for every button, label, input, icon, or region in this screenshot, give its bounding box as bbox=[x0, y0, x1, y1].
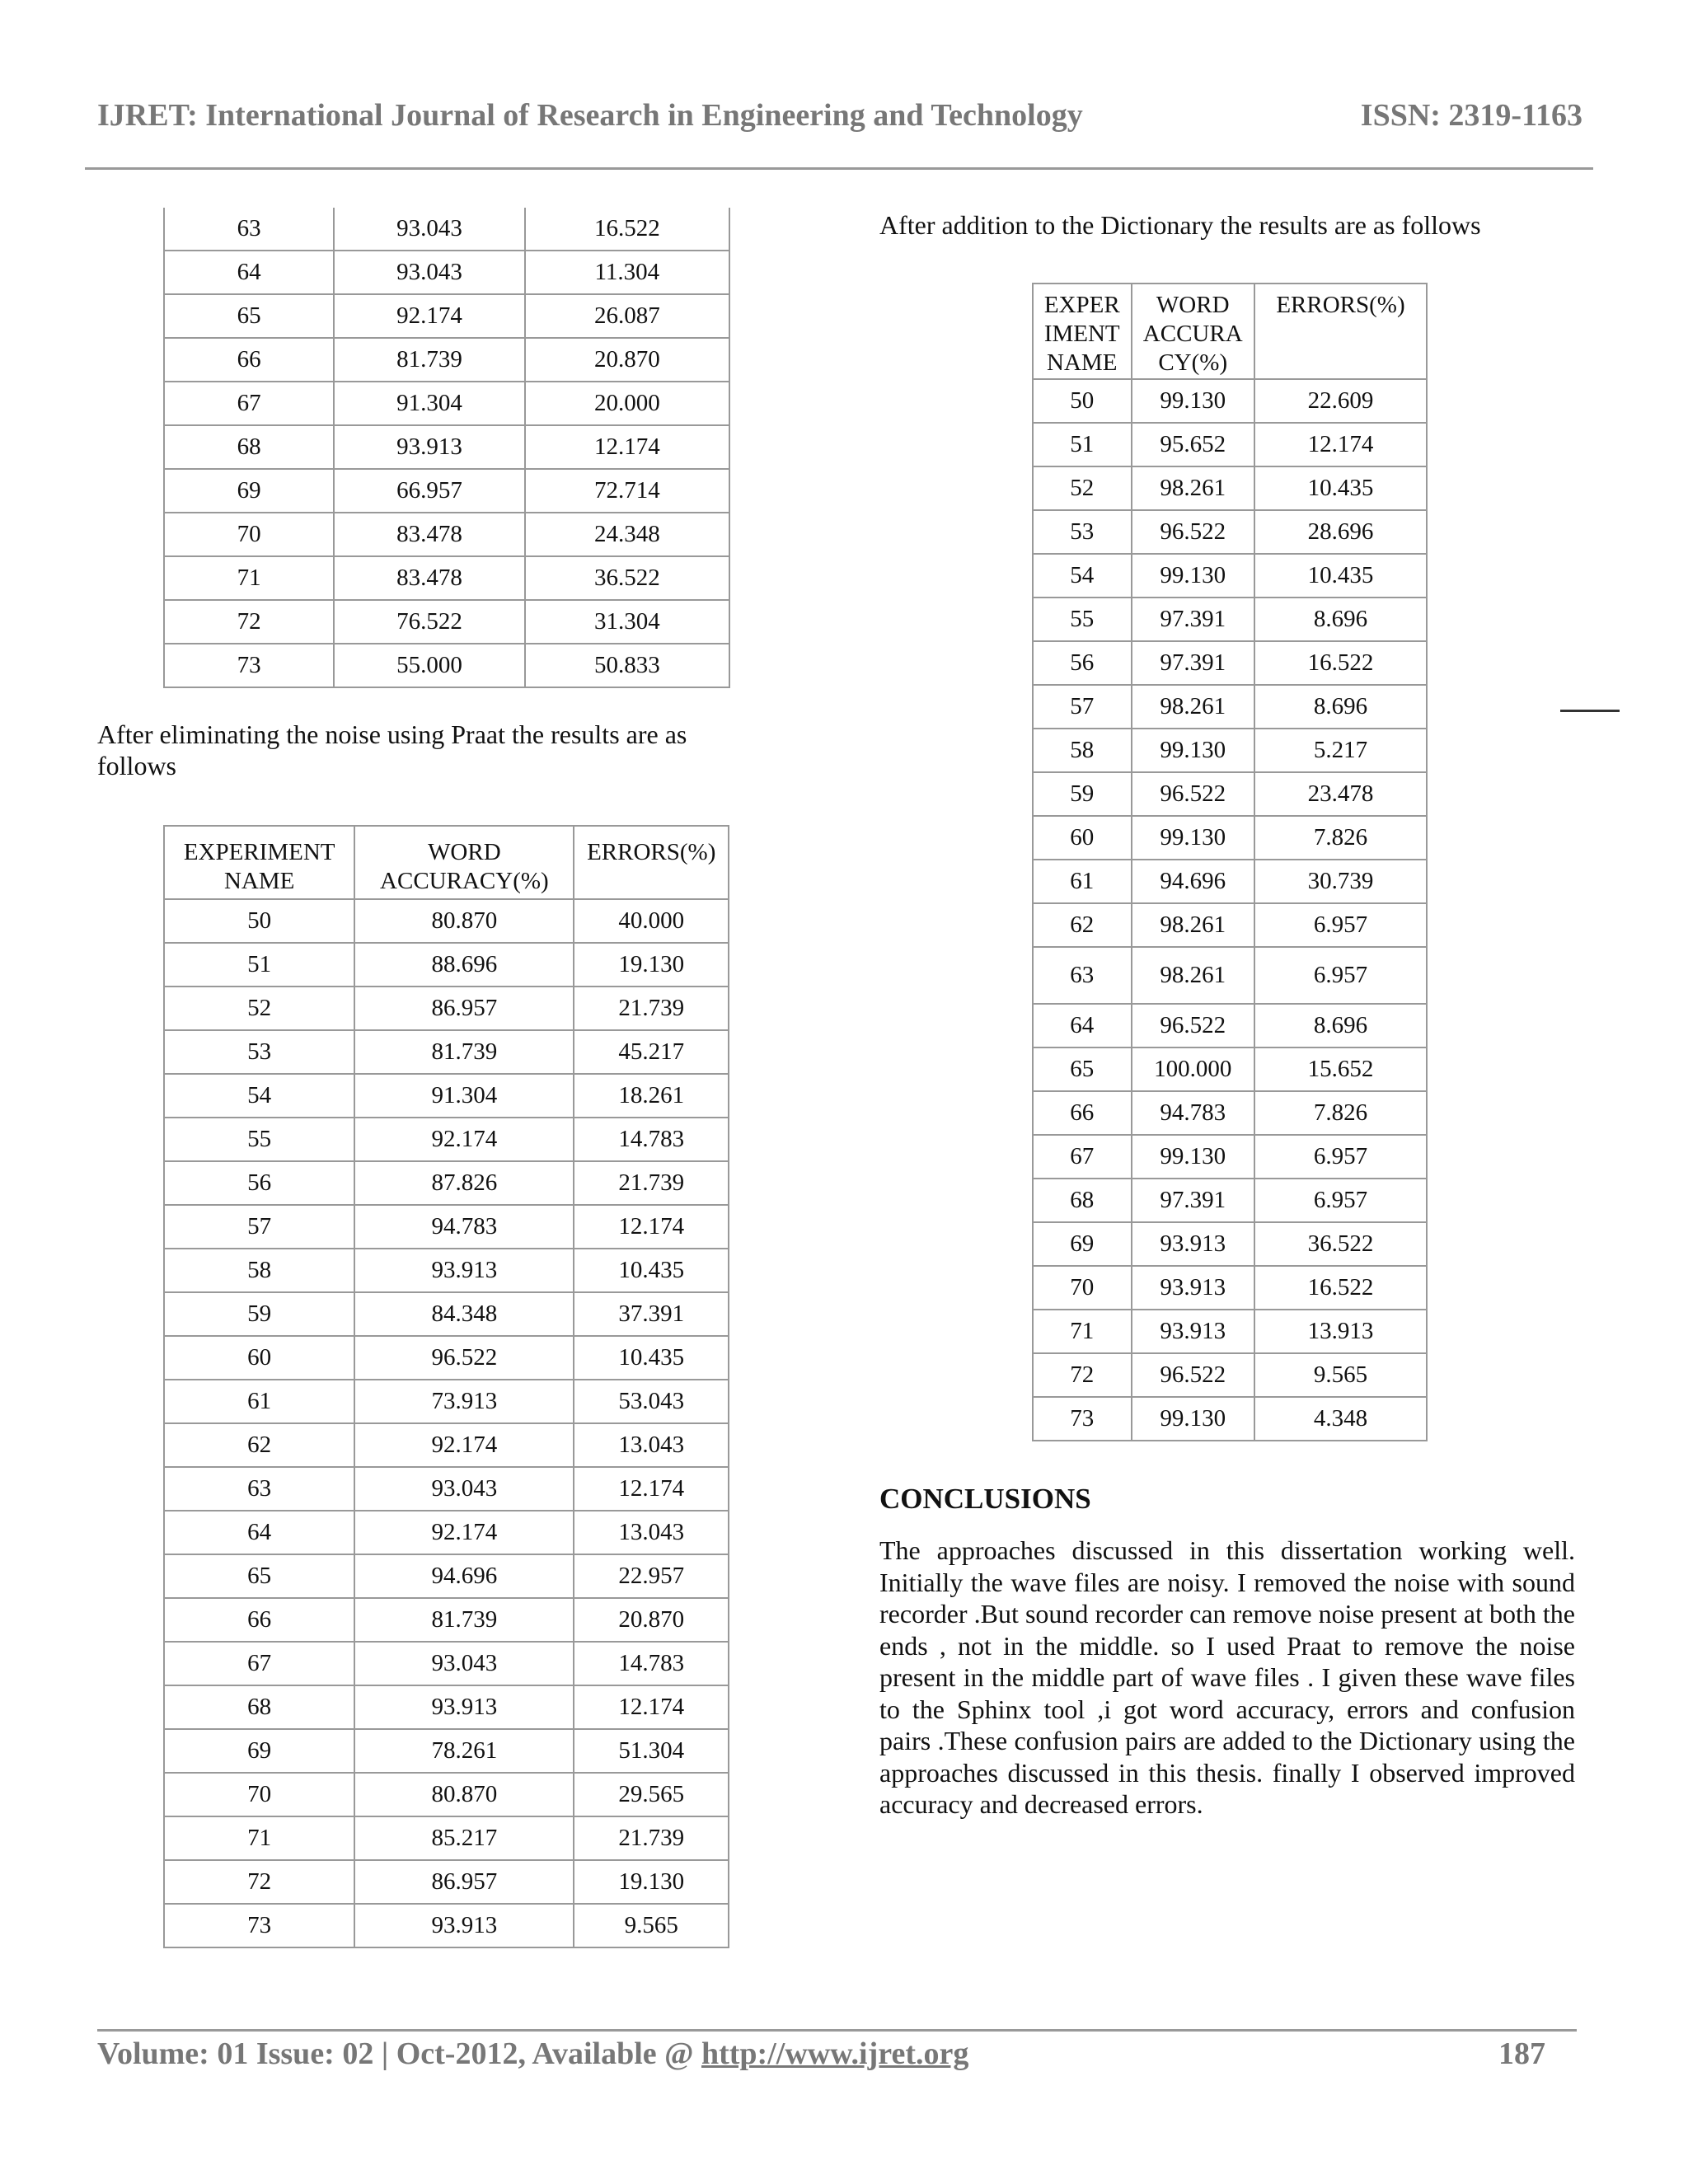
table-row bbox=[164, 600, 729, 644]
table-row bbox=[164, 1467, 729, 1511]
table-row bbox=[1033, 1179, 1427, 1222]
column-header-errors: ERRORS(%) bbox=[1254, 284, 1427, 379]
table-cell: 66.957 bbox=[334, 469, 524, 513]
table-cell: 12.174 bbox=[574, 1685, 729, 1729]
table-cell: 97.391 bbox=[1132, 641, 1254, 685]
table-row bbox=[164, 1642, 729, 1685]
table-row bbox=[164, 943, 729, 987]
table-row bbox=[164, 1118, 729, 1161]
table-cell: 94.696 bbox=[354, 1554, 574, 1598]
table-cell: 59 bbox=[164, 1292, 354, 1336]
table-row bbox=[1033, 729, 1427, 772]
table-cell: 96.522 bbox=[354, 1336, 574, 1380]
table-row bbox=[164, 469, 729, 513]
table-cell: 93.913 bbox=[354, 1685, 574, 1729]
table-cell: 36.522 bbox=[525, 556, 729, 600]
table-cell: 15.652 bbox=[1254, 1047, 1427, 1091]
table-cell: 29.565 bbox=[574, 1773, 729, 1816]
table-cell: 53.043 bbox=[574, 1380, 729, 1423]
table-cell: 24.348 bbox=[525, 513, 729, 556]
table-cell: 85.217 bbox=[354, 1816, 574, 1860]
dictionary-results-table bbox=[1032, 283, 1428, 1441]
table-cell: 7.826 bbox=[1254, 1091, 1427, 1135]
table-cell: 62 bbox=[1033, 903, 1132, 947]
table-cell: 54 bbox=[164, 1074, 354, 1118]
table-cell: 94.783 bbox=[1132, 1091, 1254, 1135]
table-row bbox=[164, 1554, 729, 1598]
table-cell: 69 bbox=[1033, 1222, 1132, 1266]
praat-intro: After eliminating the noise using Praat the results are as follows bbox=[97, 719, 687, 780]
table-cell: 13.043 bbox=[574, 1423, 729, 1467]
table-cell: 22.957 bbox=[574, 1554, 729, 1598]
table-row bbox=[164, 1380, 729, 1423]
table-cell: 73 bbox=[164, 1904, 354, 1947]
table-cell: 16.522 bbox=[1254, 641, 1427, 685]
table-cell: 10.435 bbox=[1254, 466, 1427, 510]
table-cell: 5.217 bbox=[1254, 729, 1427, 772]
table-cell: 81.739 bbox=[334, 338, 524, 382]
table-cell: 88.696 bbox=[354, 943, 574, 987]
table-row bbox=[1033, 1004, 1427, 1047]
table-row bbox=[1033, 1310, 1427, 1353]
table-row bbox=[164, 208, 729, 251]
table-row bbox=[1033, 772, 1427, 816]
table-cell: 70 bbox=[1033, 1266, 1132, 1310]
table-cell: 83.478 bbox=[334, 513, 524, 556]
table-cell: 98.261 bbox=[1132, 466, 1254, 510]
table-row bbox=[164, 1030, 729, 1074]
table-cell: 9.565 bbox=[574, 1904, 729, 1947]
table-cell: 45.217 bbox=[574, 1030, 729, 1074]
table-cell: 57 bbox=[164, 1205, 354, 1249]
table-row bbox=[1033, 816, 1427, 860]
table-cell: 16.522 bbox=[525, 208, 729, 251]
table-row bbox=[1033, 1135, 1427, 1179]
table-cell: 58 bbox=[164, 1249, 354, 1292]
table-cell: 92.174 bbox=[334, 294, 524, 338]
table-cell: 61 bbox=[1033, 860, 1132, 903]
table-cell: 97.391 bbox=[1132, 598, 1254, 641]
table-cell: 59 bbox=[1033, 772, 1132, 816]
table-cell: 67 bbox=[164, 1642, 354, 1685]
table-cell: 65 bbox=[1033, 1047, 1132, 1091]
table-cell: 8.696 bbox=[1254, 598, 1427, 641]
table-cell: 20.000 bbox=[525, 382, 729, 425]
journal-title: IJRET: International Journal of Research in Engineering and Technology bbox=[97, 98, 1083, 133]
column-header-experiment: EXPER IMENT NAME bbox=[1033, 284, 1132, 379]
header-divider bbox=[85, 167, 1593, 170]
table-row bbox=[164, 338, 729, 382]
table-row bbox=[1033, 1047, 1427, 1091]
table-cell: 72 bbox=[164, 600, 334, 644]
table-cell: 93.913 bbox=[1132, 1222, 1254, 1266]
dictionary-intro: After addition to the Dictionary the results are as follows bbox=[879, 210, 1481, 240]
table-row bbox=[164, 1773, 729, 1816]
table-cell: 93.913 bbox=[334, 425, 524, 469]
table-cell: 50.833 bbox=[525, 644, 729, 687]
table-cell: 9.565 bbox=[1254, 1353, 1427, 1397]
table-cell: 78.261 bbox=[354, 1729, 574, 1773]
table-cell: 98.261 bbox=[1132, 903, 1254, 947]
table-cell: 92.174 bbox=[354, 1118, 574, 1161]
table-row bbox=[1033, 423, 1427, 466]
table-cell: 86.957 bbox=[354, 1860, 574, 1904]
table-cell: 81.739 bbox=[354, 1598, 574, 1642]
table-cell: 30.739 bbox=[1254, 860, 1427, 903]
table-cell: 56 bbox=[164, 1161, 354, 1205]
table-cell: 99.130 bbox=[1132, 379, 1254, 423]
table-row bbox=[164, 1292, 729, 1336]
table-cell: 69 bbox=[164, 1729, 354, 1773]
table-cell: 63 bbox=[164, 208, 334, 251]
table-cell: 51 bbox=[164, 943, 354, 987]
table-row bbox=[164, 644, 729, 687]
table-cell: 40.000 bbox=[574, 899, 729, 943]
table-cell: 96.522 bbox=[1132, 510, 1254, 554]
table-row bbox=[1033, 641, 1427, 685]
column-header-errors: ERRORS(%) bbox=[574, 826, 729, 899]
table-row bbox=[164, 1860, 729, 1904]
table-row bbox=[1033, 1397, 1427, 1441]
table-cell: 71 bbox=[1033, 1310, 1132, 1353]
table-row bbox=[1033, 598, 1427, 641]
table-cell: 50 bbox=[164, 899, 354, 943]
table-cell: 68 bbox=[164, 425, 334, 469]
table-cell: 72 bbox=[1033, 1353, 1132, 1397]
table-cell: 51.304 bbox=[574, 1729, 729, 1773]
results-table-continued bbox=[163, 208, 730, 688]
table-cell: 95.652 bbox=[1132, 423, 1254, 466]
table-row bbox=[164, 425, 729, 469]
table-cell: 91.304 bbox=[354, 1074, 574, 1118]
table-cell: 73.913 bbox=[354, 1380, 574, 1423]
table-row bbox=[164, 1336, 729, 1380]
table-row bbox=[164, 294, 729, 338]
table-cell: 10.435 bbox=[574, 1249, 729, 1292]
table-cell: 28.696 bbox=[1254, 510, 1427, 554]
table-row bbox=[164, 1904, 729, 1947]
table-cell: 52 bbox=[164, 987, 354, 1030]
table-cell: 10.435 bbox=[1254, 554, 1427, 598]
column-header-word-accuracy: WORD ACCURACY(%) bbox=[354, 826, 574, 899]
table-cell: 68 bbox=[164, 1685, 354, 1729]
table-row bbox=[164, 1511, 729, 1554]
table-row bbox=[164, 1598, 729, 1642]
table-cell: 64 bbox=[164, 251, 334, 294]
table-cell: 63 bbox=[1033, 947, 1132, 1004]
table-cell: 93.043 bbox=[334, 208, 524, 251]
table-cell: 83.478 bbox=[334, 556, 524, 600]
table-cell: 6.957 bbox=[1254, 903, 1427, 947]
table-cell: 18.261 bbox=[574, 1074, 729, 1118]
page-number: 187 bbox=[1498, 2036, 1545, 2071]
table-cell: 31.304 bbox=[525, 600, 729, 644]
table-row bbox=[164, 1816, 729, 1860]
table-cell: 99.130 bbox=[1132, 1397, 1254, 1441]
table-row bbox=[1033, 554, 1427, 598]
table-cell: 71 bbox=[164, 1816, 354, 1860]
table-cell: 55.000 bbox=[334, 644, 524, 687]
table-cell: 91.304 bbox=[334, 382, 524, 425]
table-cell: 8.696 bbox=[1254, 1004, 1427, 1047]
table-row bbox=[1033, 510, 1427, 554]
table-cell: 21.739 bbox=[574, 1161, 729, 1205]
table-cell: 84.348 bbox=[354, 1292, 574, 1336]
table-cell: 94.783 bbox=[354, 1205, 574, 1249]
table-cell: 93.913 bbox=[1132, 1310, 1254, 1353]
table-row bbox=[1033, 379, 1427, 423]
table-cell: 52 bbox=[1033, 466, 1132, 510]
table-cell: 96.522 bbox=[1132, 1353, 1254, 1397]
table-row bbox=[164, 1161, 729, 1205]
table-cell: 36.522 bbox=[1254, 1222, 1427, 1266]
table-cell: 60 bbox=[164, 1336, 354, 1380]
table-cell: 92.174 bbox=[354, 1511, 574, 1554]
table-cell: 66 bbox=[1033, 1091, 1132, 1135]
table-cell: 70 bbox=[164, 1773, 354, 1816]
table-cell: 11.304 bbox=[525, 251, 729, 294]
table-cell: 99.130 bbox=[1132, 1135, 1254, 1179]
table-cell: 69 bbox=[164, 469, 334, 513]
table-cell: 100.000 bbox=[1132, 1047, 1254, 1091]
footer-link[interactable]: http://www.ijret.org bbox=[701, 2036, 969, 2071]
table-row bbox=[1033, 1222, 1427, 1266]
conclusions-body: The approaches discussed in this dissertation working well. Initially the wave files are noisy. I removed the noise with sound recorder .But sound recorder can remove noise present at both the ends , not in the middle. so I used Praat to remove the noise present in the middle part of wave files . I given these wave files to the Sphinx tool ,i got word accuracy, errors and confusion pairs .These confusion pairs are added to the Dictionary using the approaches discussed in this thesis. finally I observed improved accuracy and decreased errors. bbox=[879, 1535, 1575, 1819]
table-cell: 20.870 bbox=[525, 338, 729, 382]
table-cell: 16.522 bbox=[1254, 1266, 1427, 1310]
table-row bbox=[164, 382, 729, 425]
table-row bbox=[164, 1249, 729, 1292]
table-row bbox=[164, 987, 729, 1030]
table-cell: 56 bbox=[1033, 641, 1132, 685]
table-cell: 55 bbox=[164, 1118, 354, 1161]
table-cell: 60 bbox=[1033, 816, 1132, 860]
table-cell: 50 bbox=[1033, 379, 1132, 423]
table-cell: 6.957 bbox=[1254, 947, 1427, 1004]
table-cell: 81.739 bbox=[354, 1030, 574, 1074]
table-cell: 68 bbox=[1033, 1179, 1132, 1222]
table-cell: 6.957 bbox=[1254, 1135, 1427, 1179]
table-cell: 96.522 bbox=[1132, 1004, 1254, 1047]
table-cell: 93.043 bbox=[334, 251, 524, 294]
table-cell: 22.609 bbox=[1254, 379, 1427, 423]
table-cell: 12.174 bbox=[1254, 423, 1427, 466]
table-cell: 53 bbox=[164, 1030, 354, 1074]
table-cell: 80.870 bbox=[354, 1773, 574, 1816]
issn: ISSN: 2319-1163 bbox=[1360, 98, 1582, 133]
table-cell: 12.174 bbox=[525, 425, 729, 469]
table-cell: 98.261 bbox=[1132, 947, 1254, 1004]
table-row bbox=[164, 513, 729, 556]
table-cell: 13.913 bbox=[1254, 1310, 1427, 1353]
table-cell: 73 bbox=[1033, 1397, 1132, 1441]
table-cell: 86.957 bbox=[354, 987, 574, 1030]
table-cell: 93.913 bbox=[354, 1904, 574, 1947]
table-row bbox=[164, 251, 729, 294]
table-cell: 65 bbox=[164, 1554, 354, 1598]
table-cell: 4.348 bbox=[1254, 1397, 1427, 1441]
table-cell: 94.696 bbox=[1132, 860, 1254, 903]
table-cell: 55 bbox=[1033, 598, 1132, 641]
column-header-word-accuracy: WORD ACCURA CY(%) bbox=[1132, 284, 1254, 379]
table-cell: 73 bbox=[164, 644, 334, 687]
table-cell: 93.043 bbox=[354, 1467, 574, 1511]
table-cell: 61 bbox=[164, 1380, 354, 1423]
table-cell: 53 bbox=[1033, 510, 1132, 554]
table-row bbox=[1033, 1091, 1427, 1135]
column-header-experiment: EXPERIMENT NAME bbox=[164, 826, 354, 899]
table-cell: 12.174 bbox=[574, 1467, 729, 1511]
table-cell: 19.130 bbox=[574, 943, 729, 987]
margin-mark bbox=[1560, 710, 1620, 712]
table-row bbox=[164, 1423, 729, 1467]
table-cell: 97.391 bbox=[1132, 1179, 1254, 1222]
footer-volume-text: Volume: 01 Issue: 02 | Oct-2012, Available @ bbox=[97, 2036, 701, 2071]
conclusions-heading: CONCLUSIONS bbox=[879, 1483, 1091, 1515]
table-row bbox=[164, 1205, 729, 1249]
table-row bbox=[1033, 685, 1427, 729]
table-cell: 19.130 bbox=[574, 1860, 729, 1904]
table-cell: 66 bbox=[164, 338, 334, 382]
table-cell: 72 bbox=[164, 1860, 354, 1904]
table-cell: 66 bbox=[164, 1598, 354, 1642]
footer-volume bbox=[97, 2036, 968, 2072]
table-cell: 64 bbox=[164, 1511, 354, 1554]
table-cell: 8.696 bbox=[1254, 685, 1427, 729]
table-cell: 87.826 bbox=[354, 1161, 574, 1205]
table-row bbox=[164, 899, 729, 943]
table-cell: 6.957 bbox=[1254, 1179, 1427, 1222]
table-cell: 65 bbox=[164, 294, 334, 338]
table-cell: 21.739 bbox=[574, 987, 729, 1030]
table-row bbox=[1033, 1353, 1427, 1397]
table-cell: 21.739 bbox=[574, 1816, 729, 1860]
table-cell: 54 bbox=[1033, 554, 1132, 598]
table-cell: 96.522 bbox=[1132, 772, 1254, 816]
table-row bbox=[1033, 1266, 1427, 1310]
table-cell: 98.261 bbox=[1132, 685, 1254, 729]
table-cell: 62 bbox=[164, 1423, 354, 1467]
table-cell: 72.714 bbox=[525, 469, 729, 513]
table-cell: 10.435 bbox=[574, 1336, 729, 1380]
table-cell: 76.522 bbox=[334, 600, 524, 644]
table-row bbox=[164, 1729, 729, 1773]
table-cell: 51 bbox=[1033, 423, 1132, 466]
table-cell: 71 bbox=[164, 556, 334, 600]
table-cell: 14.783 bbox=[574, 1642, 729, 1685]
table-row bbox=[164, 1685, 729, 1729]
table-cell: 99.130 bbox=[1132, 729, 1254, 772]
table-cell: 93.043 bbox=[354, 1642, 574, 1685]
table-cell: 67 bbox=[164, 382, 334, 425]
table-cell: 37.391 bbox=[574, 1292, 729, 1336]
table-cell: 92.174 bbox=[354, 1423, 574, 1467]
table-cell: 80.870 bbox=[354, 899, 574, 943]
table-row bbox=[164, 556, 729, 600]
table-cell: 13.043 bbox=[574, 1511, 729, 1554]
table-cell: 99.130 bbox=[1132, 554, 1254, 598]
table-cell: 70 bbox=[164, 513, 334, 556]
table-row bbox=[1033, 947, 1427, 1004]
footer-divider bbox=[97, 2029, 1577, 2032]
table-cell: 93.913 bbox=[354, 1249, 574, 1292]
table-cell: 58 bbox=[1033, 729, 1132, 772]
table-cell: 20.870 bbox=[574, 1598, 729, 1642]
table-cell: 23.478 bbox=[1254, 772, 1427, 816]
table-cell: 12.174 bbox=[574, 1205, 729, 1249]
table-cell: 64 bbox=[1033, 1004, 1132, 1047]
table-row bbox=[1033, 466, 1427, 510]
table-cell: 7.826 bbox=[1254, 816, 1427, 860]
table-cell: 26.087 bbox=[525, 294, 729, 338]
table-cell: 67 bbox=[1033, 1135, 1132, 1179]
table-cell: 14.783 bbox=[574, 1118, 729, 1161]
table-row bbox=[164, 1074, 729, 1118]
table-row bbox=[1033, 860, 1427, 903]
table-cell: 57 bbox=[1033, 685, 1132, 729]
table-cell: 93.913 bbox=[1132, 1266, 1254, 1310]
table-cell: 99.130 bbox=[1132, 816, 1254, 860]
praat-results-table bbox=[163, 825, 729, 1948]
table-cell: 63 bbox=[164, 1467, 354, 1511]
table-row bbox=[1033, 903, 1427, 947]
